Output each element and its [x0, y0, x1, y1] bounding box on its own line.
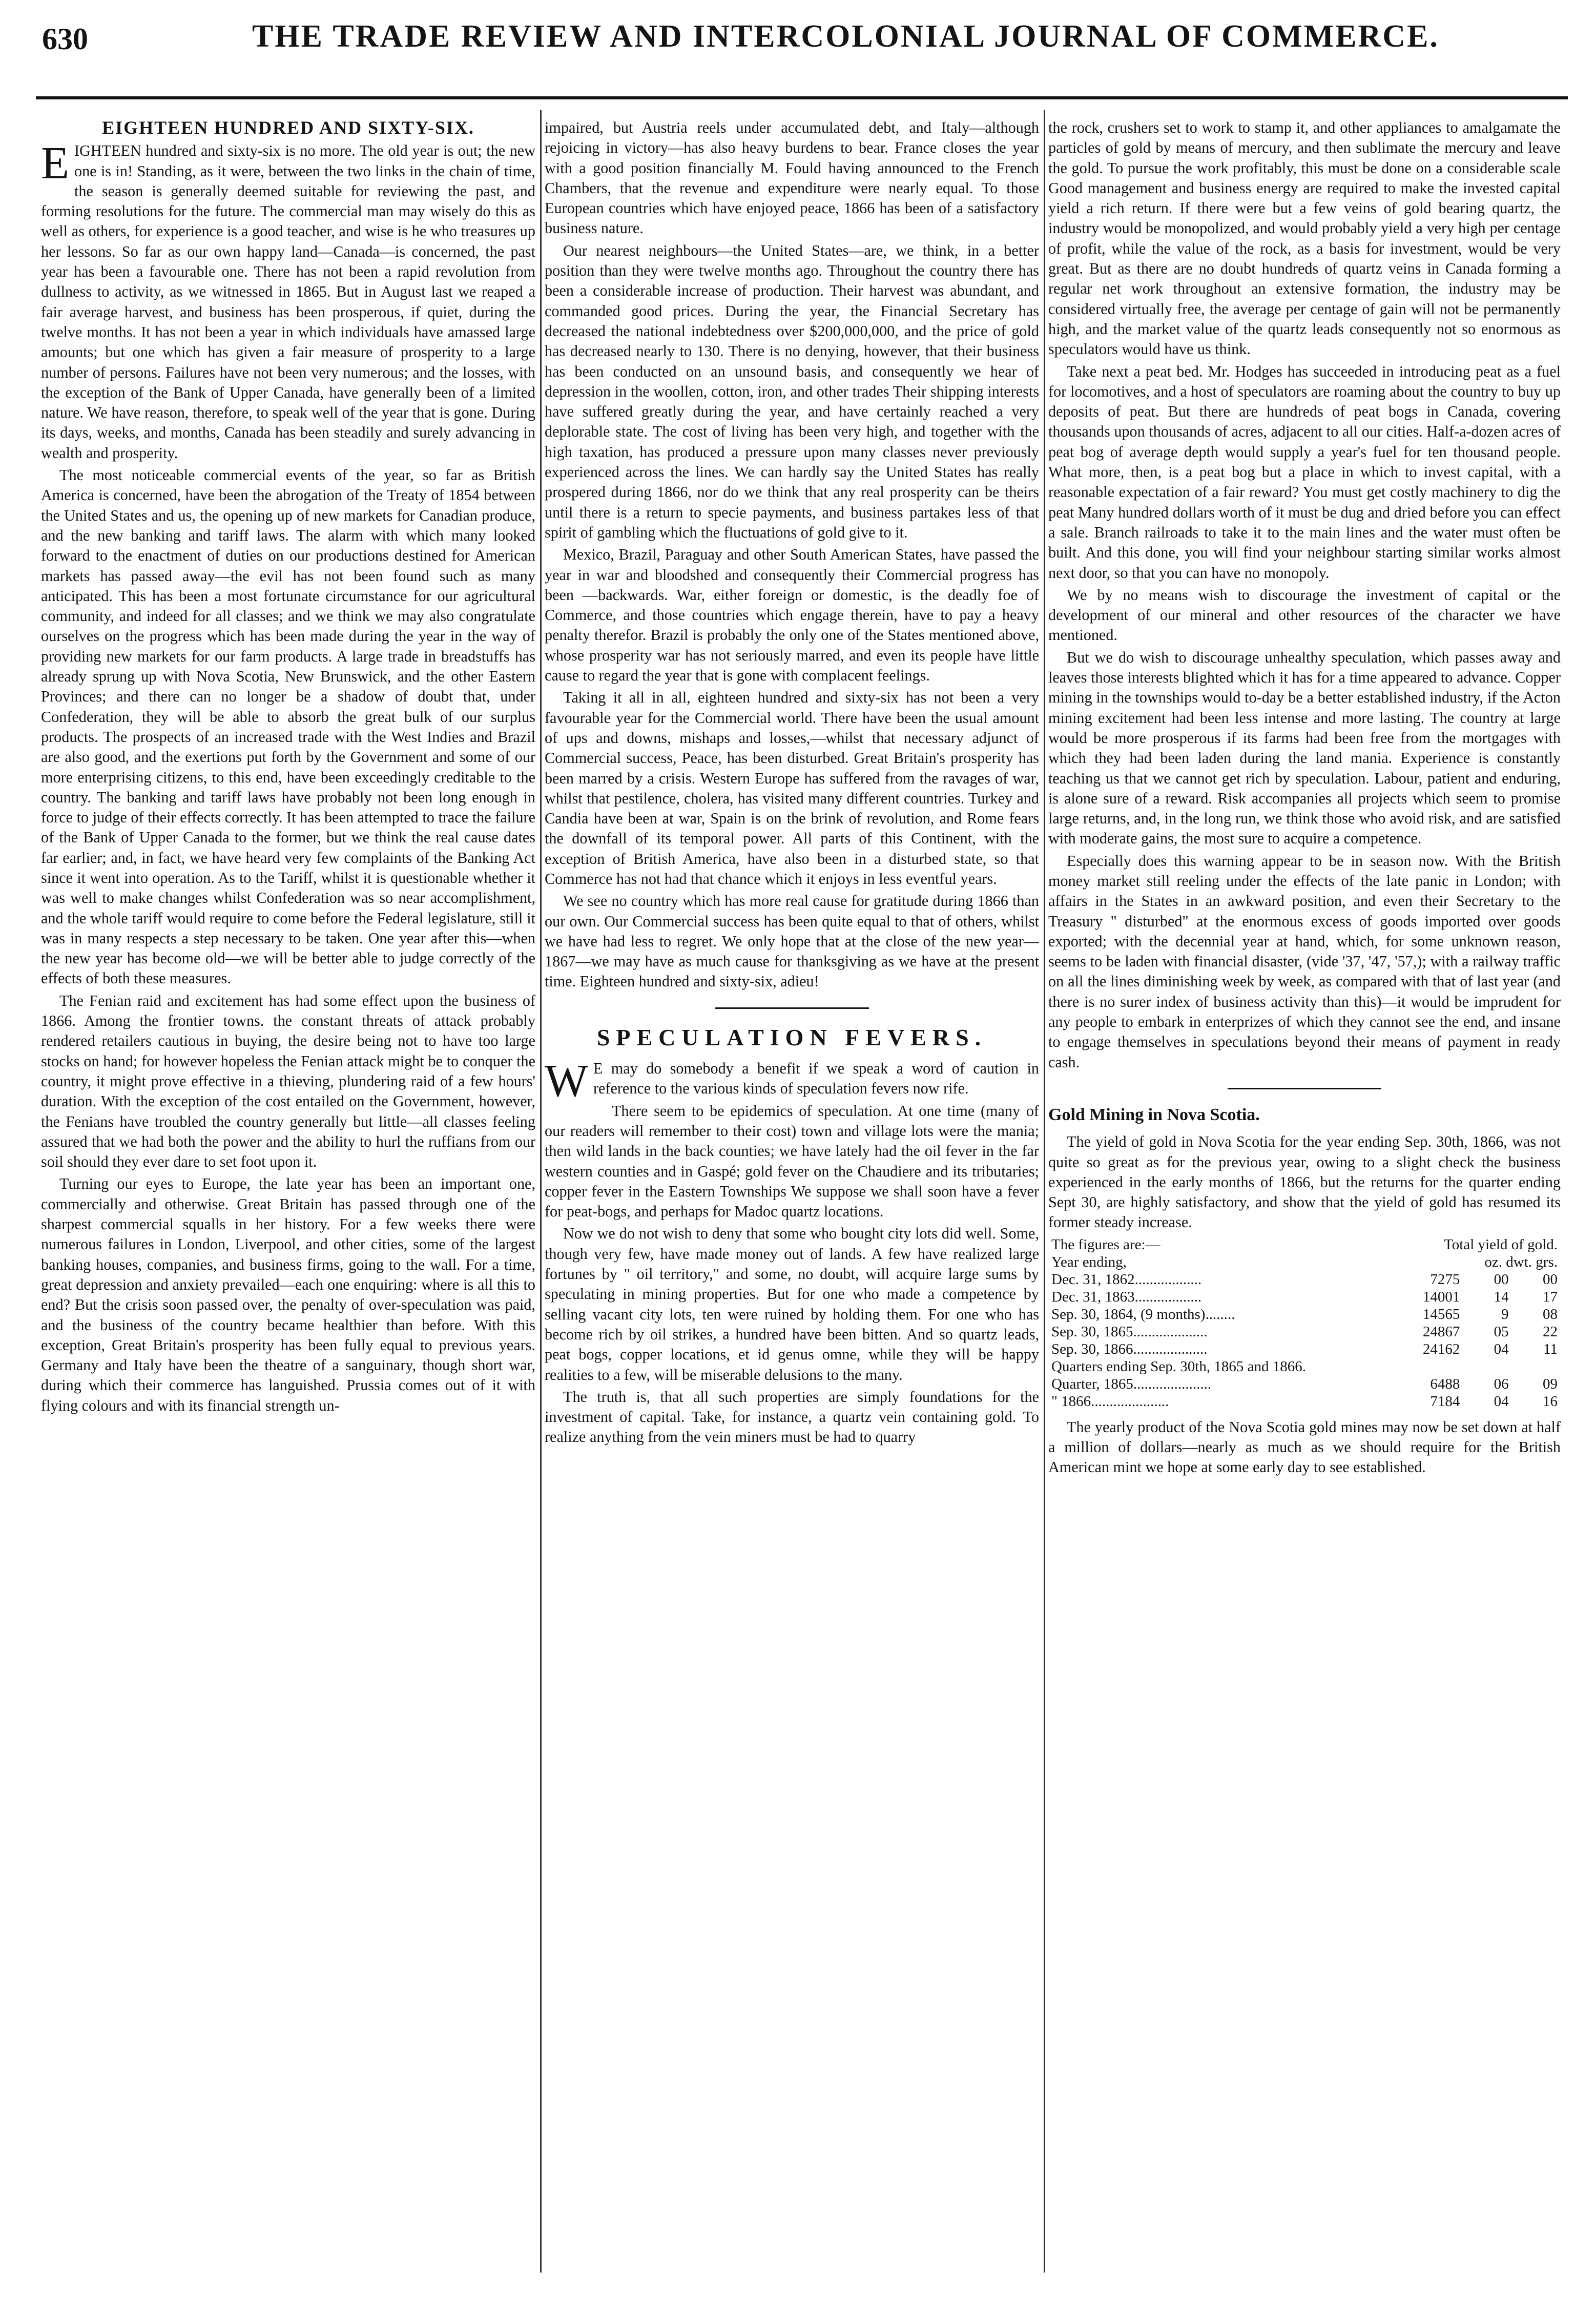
row-label: Dec. 31, 1862.................. [1051, 1271, 1202, 1288]
table-quarters-row [1048, 1358, 1561, 1375]
row-dwt: 9 [1501, 1306, 1509, 1323]
article-paragraph: The Fenian raid and excitement has had some effect upon the business of 1866. Among the frontier towns. the constant threats of attack probably rendered retailers cautious in buying, the desire being not to have too large stocks on hand; for however hopeless the Fenian attack might be to conquer the country, it might prove effective in a thieving, plundering raid of a few hours' duration. With the exception of the cost entailed on the Government, however, the Fenians have troubled the country generally but little—all classes feeling assured that we had both the power and the ability to hurl the ruffians from our soil should they ever dare to set foot upon it. [41, 992, 535, 1171]
article-paragraph: Take next a peat bed. Mr. Hodges has succeeded in introducing peat as a fuel for locomotives, and a host of speculators are roaming about the country to buy up deposits of peat. But there are hundreds of peat bogs in Canada, covering thousands upon thousands of acres, adjacent to all our cities. Half-a-dozen acres of peat bog of average depth would supply a year's fuel for ten thousand people. What more, then, is a peat bog but a place in which to invest capital, with a reasonable expectation of a fair reward? You must get costly machinery to dig the peat Many hundred dollars worth of it must be dug and dried before you can effect a sale. Branch railroads to take it to the main lines and the water must often be built. And this done, you will find your neighbour starting similar works almost next door, so that you can have no monopoly. [1048, 362, 1561, 582]
row-oz: 24162 [1422, 1340, 1460, 1357]
table-subheader-left: Year ending, [1051, 1253, 1127, 1270]
article-paragraph: There seem to be epidemics of speculation. At one time (many of our readers will remember to their cost) town and village lots were the mania; then wild lands in the back counties; we have lately had the oil fever in the far western counties and in Gaspé; gold fever on the Chaudiere and its tributaries; copper fever in the Eastern Townships We suppose we shall soon have a fever for peat-bogs, and perhaps for Madoc quartz locations. [545, 1102, 1039, 1221]
row-oz: 6488 [1430, 1375, 1460, 1392]
article-paragraph: Taking it all in all, eighteen hundred and sixty-six has not been a very favourable year for the Commercial world. There have been the usual amount of ups and downs, mishaps and losses,—whilst that necessary adjunct of Commercial success, Peace, has been disturbed. Great Britain's prosperity has been marred by a crisis. Western Europe has suffered from the ravages of war, whilst that pestilence, cholera, has visited many different countries. Turkey and Candia have been at war, Spain is on the brink of revolution, and Rome fears the downfall of its temporal power. All parts of this Continent, with the exception of British America, have also been in a disturbed state, so that Commerce has not had that chance which it enjoys in less eventful years. [545, 689, 1039, 887]
page-number: 630 [42, 22, 88, 56]
article-paragraph: The yearly product of the Nova Scotia gold mines may now be set down at half a million of dollars—nearly as much as we should require for the British American mint we hope at some early day to see established. [1048, 1418, 1561, 1476]
table-row [1048, 1288, 1561, 1306]
row-dwt: 05 [1494, 1323, 1509, 1340]
article-paragraph: We see no country which has more real cause for gratitude during 1866 than our own. Our Commercial success has been quite equal to that of others, whilst we have had less to regret. We only hope that at the close of the new year—1867—we may have as much cause for thanksgiving as we have at the present time. Eighteen hundred and sixty-six, adieu! [545, 892, 1039, 990]
row-label: " 1866..................... [1051, 1393, 1169, 1410]
row-label: Sep. 30, 1866.................... [1051, 1340, 1208, 1357]
article-paragraph: We by no means wish to discourage the investment of capital or the development of our mineral and other resources of the character we have mentioned. [1048, 586, 1561, 644]
row-label: Sep. 30, 1864, (9 months)........ [1051, 1306, 1235, 1323]
table-row [1048, 1306, 1561, 1323]
row-grs: 11 [1543, 1340, 1558, 1357]
row-dwt: 14 [1494, 1288, 1509, 1305]
header-rule [36, 96, 1568, 99]
table-header-row [1048, 1236, 1561, 1253]
column-1 [41, 118, 535, 1418]
row-dwt: 04 [1494, 1340, 1509, 1357]
drop-cap: E [41, 138, 69, 189]
drop-cap: W [545, 1056, 588, 1107]
row-label: Quarter, 1865..................... [1051, 1375, 1212, 1392]
article-paragraph: Now we do not wish to deny that some who bought city lots did well. Some, though very few, have made money out of lands. A few have realized large fortunes by " oil territory," and some, no doubt, will acquire large sums by speculating in mining properties. But for one who made a competence by selling vacant city lots, ten were ruined by holding them. For one who has become rich by oil strikes, a hundred have been bitten. And so quartz leads, peat bogs, copper locations, et id genus omne, while they will be happy realities to a few, will be miserable delusions to the many. [545, 1225, 1039, 1383]
row-oz: 24867 [1422, 1323, 1460, 1340]
row-grs: 09 [1543, 1375, 1558, 1392]
table-row [1048, 1340, 1561, 1358]
row-label: Dec. 31, 1863.................. [1051, 1288, 1202, 1305]
article-paragraph: impaired, but Austria reels under accumulated debt, and Italy—although rejoicing in victory—has also heavy burdens to bear. France closes the year with a good position financially M. Fould having announced to the French Chambers, that the revenue and expenditure were nearly equal. To those European countries which have enjoyed peace, 1866 has been of a satisfactory business nature. [545, 119, 1039, 237]
article-paragraph: Mexico, Brazil, Paraguay and other South American States, have passed the year in war and bloodshed and consequently their Commercial progress has been —backwards. War, either foreign or domestic, is the deadly foe of Commerce, and those countries which engage therein, have to pay a heavy penalty therefor. Brazil is probably the only one of the States mentioned above, whose prosperity war has not seriously marred, and even its people have little cause to regard the year that is gone with complacent feelings. [545, 546, 1039, 685]
article-paragraph: EIGHTEEN hundred and sixty-six is no more. The old year is out; the new one is in! Standing, as it were, between the two links in the chain of time, the season is generally deemed suitable for reviewing the past, and forming resolutions for the future. The commercial man may wisely do this as well as others, for experience is a good teacher, and wise is he who treasures up her lessons. So far as our own happy land—Canada—is concerned, the past year has been a favourable one. There has not been a rapid revolution from dullness to activity, as we witnessed in 1865. But in August last we reaped a fair average harvest, and business has been prosperous, if quiet, during the twelve months. It has not been a year in which individuals have amassed large amounts; but one which has given a fair measure of prosperity to a large number of persons. Failures have not been very numerous; and the losses, with the exception of the Bank of Upper Canada, have generally been of a limited nature. We have reason, therefore, to speak well of the year that is gone. During its days, weeks, and months, Canada has been steadily and surely advancing in wealth and prosperity. [41, 138, 535, 462]
article-paragraph: Especially does this warning appear to be in season now. With the British money market still reeling under the effects of the late panic in London; with affairs in the States in an awkward position, and even their Secretary to the Treasury " disturbed" at the enormous excess of goods imported over goods exported; with the decennial year at hand, which, for some unknown reason, seems to be laden with financial disaster, (vide '37, '47, '57,); with a railway traffic on all the lines diminishing week by week, as compared with that of last year (and there is no surer index of business activity than this)—it would be imprudent for any people to embark in enterprizes of which they cannot see the end, and insane to engage themselves in speculations beyond their means of payment in ready cash. [1048, 852, 1561, 1071]
row-dwt: 06 [1494, 1375, 1509, 1392]
page-header [27, 11, 1570, 68]
row-dwt: 04 [1494, 1393, 1509, 1410]
article-paragraph: Turning our eyes to Europe, the late year has been an important one, commercially and otherwise. Great Britain has passed through one of the sharpest commercial squalls in her history. For a few weeks there were numerous failures in London, Liverpool, and other cities, some of the largest banking houses, companies, and business firms, going to the wall. For a time, great depression and anxiety prevailed—each one enquiring: where is all this to end? But the crisis soon passed over, the penalty of over-speculation was paid, and the business of the country became healthier than before. With this exception, Great Britain's prosperity has been fully equal to previous years. Germany and Italy have been the theatre of a sanguinary, though short war, during which their commerce has languished. Prussia comes out of it with flying colours and with its financial strength un- [41, 1175, 535, 1414]
column-rule-1 [540, 110, 542, 2273]
table-row [1048, 1393, 1561, 1410]
article-paragraph: W E may do somebody a benefit if we speak a word of caution in reference to the various kinds of speculation fevers now rife. [545, 1056, 1039, 1107]
article-paragraph: The truth is, that all such properties are simply foundations for the investment of capital. Take, for instance, a quartz vein containing gold. To realize anything from the vein miners must be had to quarry [545, 1388, 1039, 1446]
gold-yield-table [1048, 1236, 1561, 1410]
table-row [1048, 1271, 1561, 1288]
row-grs: 17 [1543, 1288, 1558, 1305]
row-label: Sep. 30, 1865.................... [1051, 1323, 1208, 1340]
article-heading-gold-mining: Gold Mining in Nova Scotia. [1048, 1105, 1260, 1124]
article-heading-speculation: SPECULATION FEVERS. [596, 1024, 987, 1050]
row-oz: 7184 [1430, 1393, 1460, 1410]
article-paragraph: The most noticeable commercial events of the year, so far as British America is concerned, have been the abrogation of the Treaty of 1854 between the United States and us, the opening up of new markets for Canadian produce, and the new banking and tariff laws. The alarm with which many looked forward to the enactment of duties on our productions destined for American markets has passed away—the evil has not been found such as many anticipated. This has been a most fortunate circumstance for our agricultural community, and indeed for all classes; and we think we may also congratulate ourselves on the progress which has been made during the year in the way of providing new markets for our farm products. A large trade in breadstuffs has already sprung up with Nova Scotia, New Brunswick, and the other Eastern Provinces; and there can no longer be a shadow of doubt that, under Confederation, they will be able to absorb the great bulk of our surplus products. The prospects of an increased trade with the West Indies and Brazil are also good, and the exertions put forth by the Government and some of our more enterprising citizens, to this end, have been exceedingly creditable to the country. The banking and tariff laws have probably not been long enough in force to judge of their effects correctly. It has been attempted to trace the failure of the Bank of Upper Canada to the former, but we think the real cause dates far earlier; and, in fact, we have heard very few complaints of the Banking Act since it went into operation. As to the Tariff, whilst it is questionable whether it was well to make changes whilst Confederation was so near accomplishment, and the whole tariff would require to come before the Federal legislature, still it was in many respects a step necessary to be taken. One year after this—when the new year has become old—we will be better able to judge correctly of the effects of both these measures. [41, 466, 535, 987]
column-3 [1048, 118, 1561, 1480]
row-oz: 14001 [1422, 1288, 1460, 1305]
table-row [1048, 1323, 1561, 1340]
article-paragraph: The yield of gold in Nova Scotia for the year ending Sep. 30th, 1866, was not quite so great as for the previous year, owing to a slight check the business experienced in the early months of 1866, but the returns for the quarter ending Sept 30, are highly satisfactory, and show that the yield of gold has resumed its former steady increase. [1048, 1133, 1561, 1231]
table-subheader-right: oz. dwt. grs. [1484, 1253, 1558, 1270]
quarters-label: Quarters ending Sep. 30th, 1865 and 1866. [1051, 1358, 1306, 1375]
column-2 [545, 118, 1039, 1450]
row-grs: 22 [1543, 1323, 1558, 1340]
article-paragraph: But we do wish to discourage unhealthy speculation, which passes away and leaves those interests blighted which it has for a time appeared to advance. Copper mining in the townships would to-day be a better established industry, if the Acton mining excitement had been less intense and more lasting. The country at large would be more prosperous if its farms had been free from the mortgages with which they had been laden during the land mania. Experience is constantly teaching us that we cannot get rich by speculation. Labour, patient and enduring, is alone sure of a reward. Risk accompanies all projects which seem to promise large returns, and, in the long run, we think those who avoid risk, and are satisfied with moderate gains, the most sure to acquire a competence. [1048, 648, 1561, 848]
row-grs: 16 [1543, 1393, 1558, 1410]
column-rule-2 [1044, 110, 1045, 2273]
row-grs: 08 [1543, 1306, 1558, 1323]
row-oz: 7275 [1430, 1271, 1460, 1288]
section-divider [1228, 1088, 1381, 1089]
article-heading-1866: EIGHTEEN HUNDRED AND SIXTY-SIX. [102, 117, 474, 138]
table-row [1048, 1375, 1561, 1393]
table-subheader-row [1048, 1253, 1561, 1271]
row-dwt: 00 [1494, 1271, 1509, 1288]
section-divider [715, 1007, 869, 1009]
journal-title: THE TRADE REVIEW AND INTERCOLONIAL JOURNAL OF COMMERCE. [252, 19, 1439, 54]
row-grs: 00 [1543, 1271, 1558, 1288]
table-header-right: Total yield of gold. [1444, 1236, 1558, 1253]
table-header-left: The figures are:— [1051, 1236, 1160, 1253]
row-oz: 14565 [1422, 1306, 1460, 1323]
article-paragraph: Our nearest neighbours—the United States—are, we think, in a better position than they were twelve months ago. Throughout the country there has been a considerable increase of production. Their harvest was abundant, and commanded good prices. During the year, the Financial Secretary has decreased the national indebtedness over $200,000,000, and the price of gold has decreased nearly to 130. There is no denying, however, that their business has been conducted on an unsound basis, and consequently we hear of depression in the woollen, cotton, iron, and other trades Their shipping interests have suffered greatly during the year, and have certainly reached a very deplorable state. The cost of living has been very high, and together with the high taxation, has produced a pressure upon many classes never previously experienced across the lines. We can hardly say the United States has really prospered during 1866, nor do we think that any real prosperity can be theirs until there is a return to specie payments, and business partakes less of that spirit of gambling which the fluctuations of gold give to it. [545, 241, 1039, 541]
article-paragraph: the rock, crushers set to work to stamp it, and other appliances to amalgamate the particles of gold by means of mercury, and then sublimate the mercury and leave the gold. To pursue the work profitably, this must be done on a considerable scale Good management and business energy are required to make the invested capital yield a rich return. If there were but a few veins of gold bearing quartz, the industry would be monopolized, and would probably yield a very high per centage of profit, while the value of the rock, as a basis for investment, would be very great. But as there are no doubt hundreds of quartz veins in Canada forming a regular net work throughout an extensive formation, the industry may be considered virtually free, the average per centage of gain will not be permanently high, and the market value of the quartz leads consequently not so enormous as speculators would have us think. [1048, 119, 1561, 358]
